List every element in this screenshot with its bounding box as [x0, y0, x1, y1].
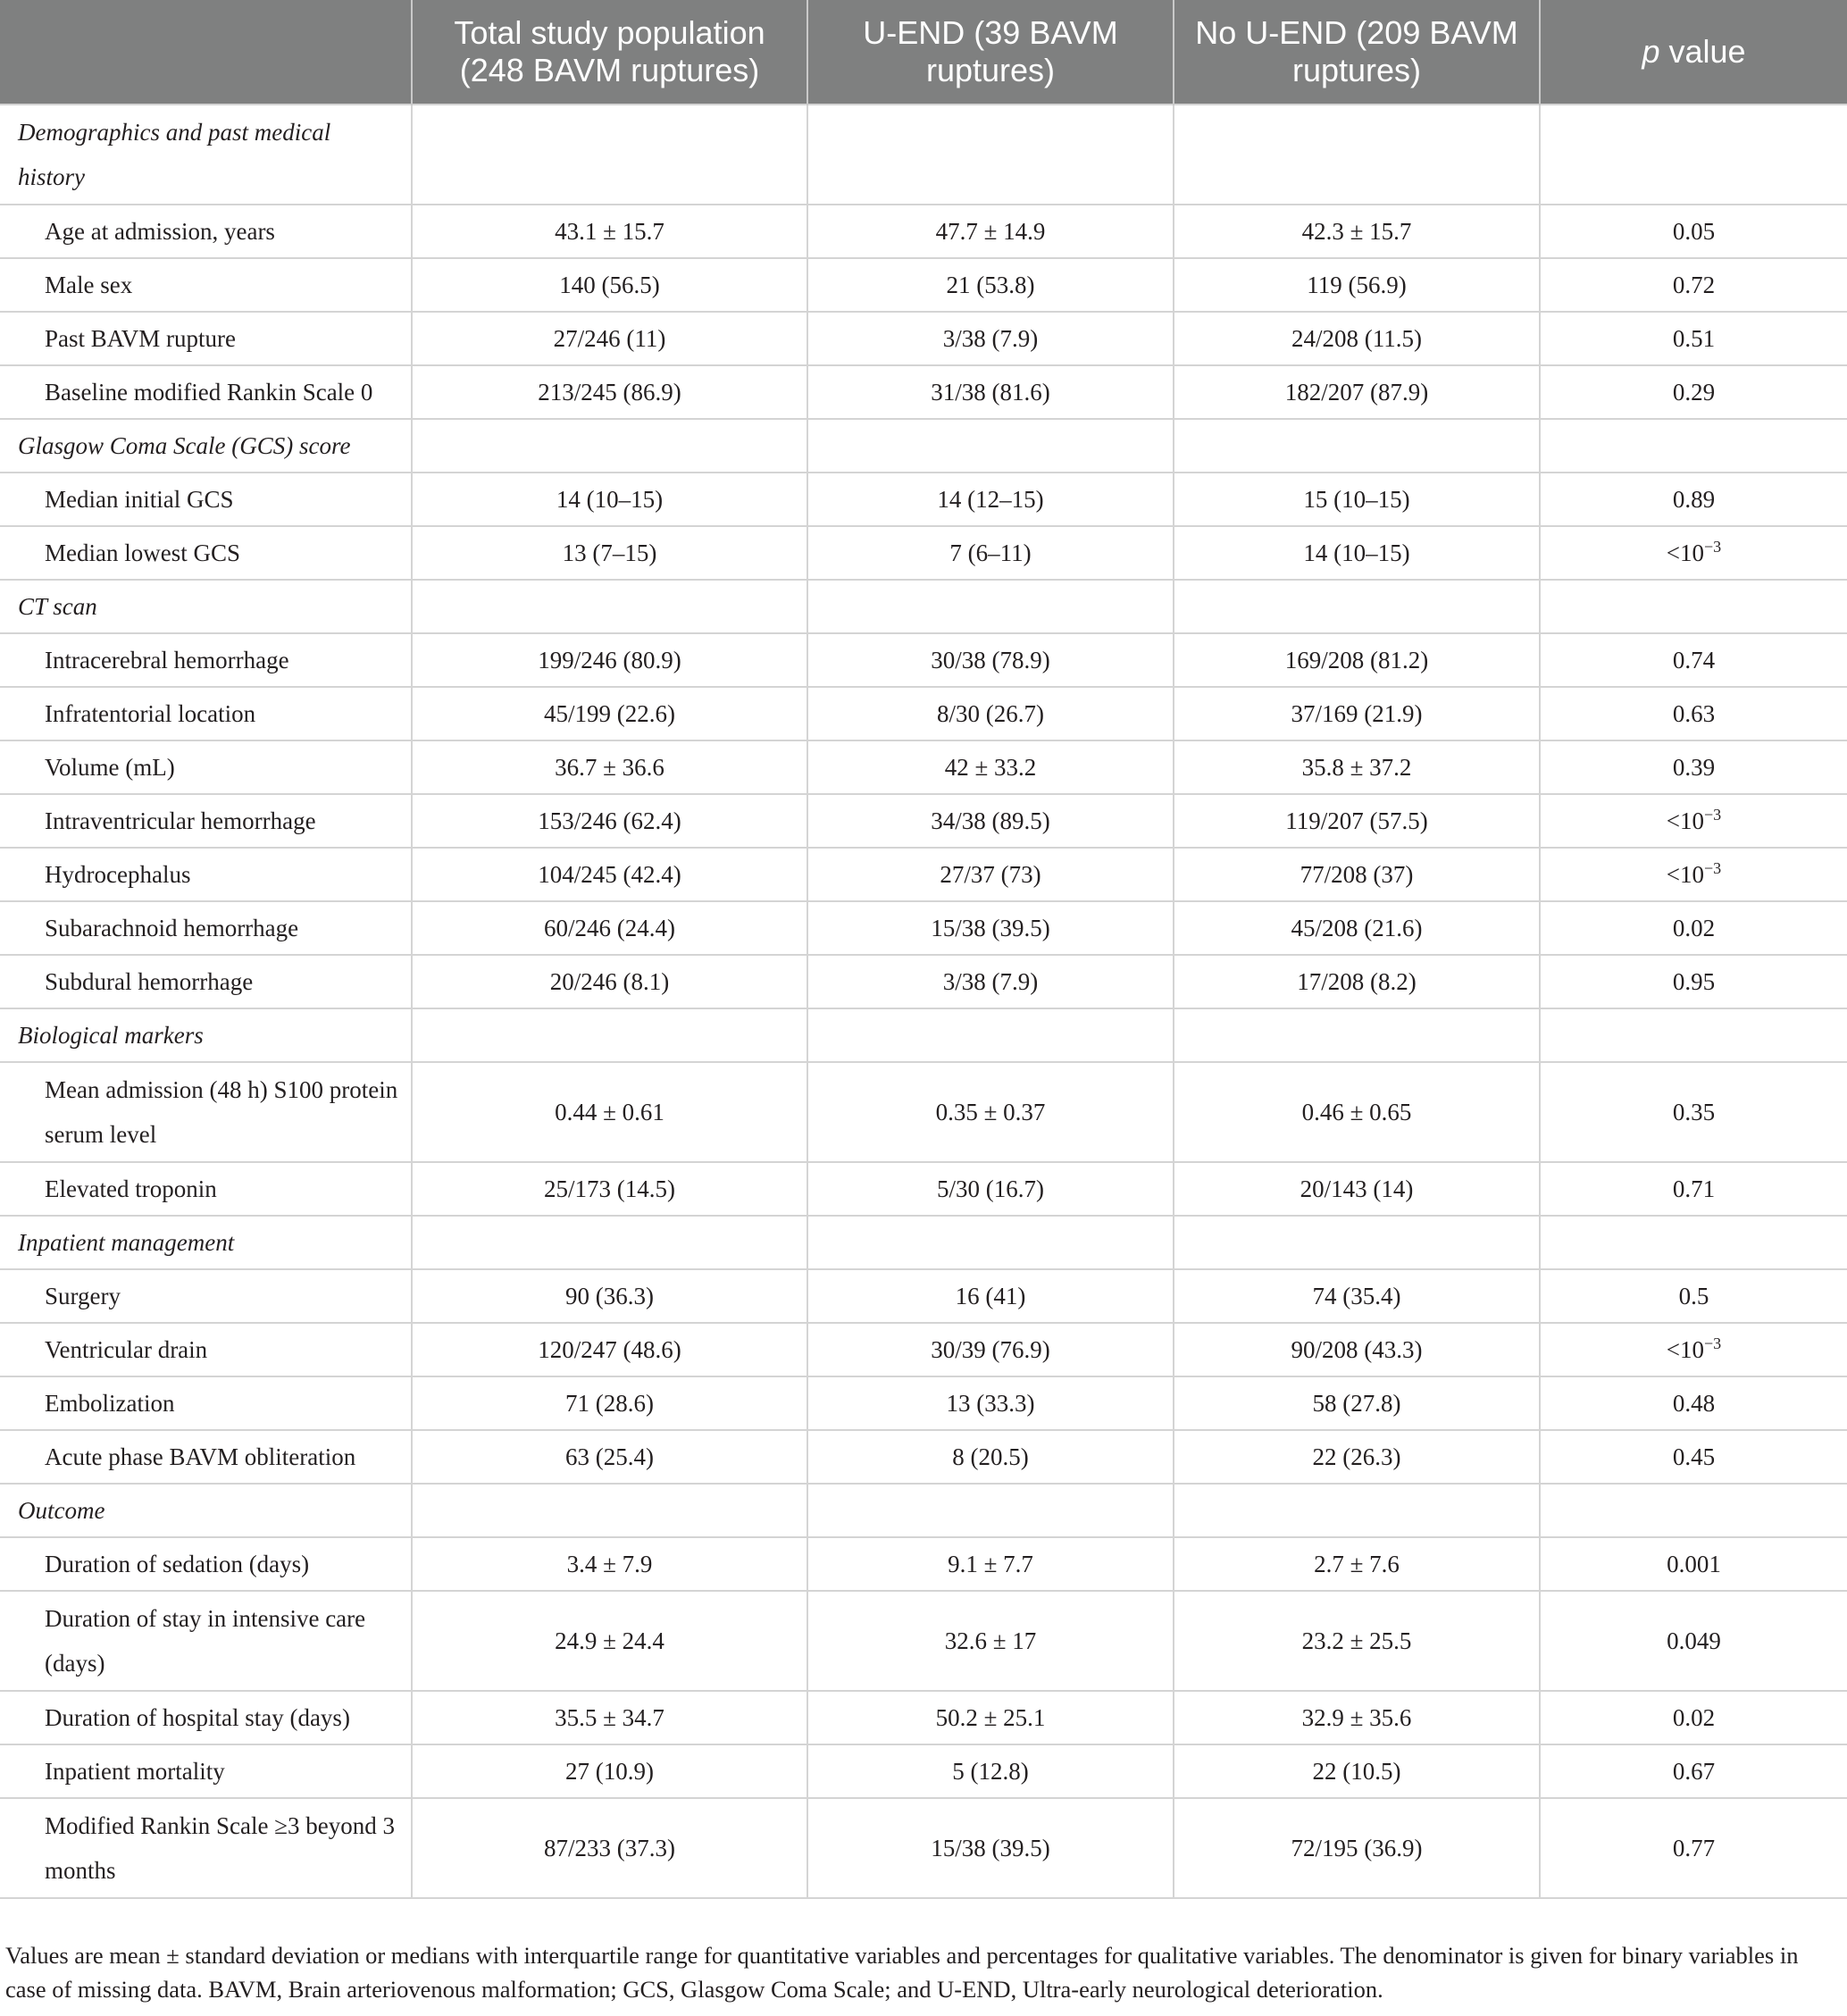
- u-end-cell: 3/38 (7.9): [807, 955, 1174, 1008]
- p-value-text: 0.02: [1672, 1704, 1716, 1731]
- p-value-text: <10: [1666, 861, 1705, 888]
- variable-cell: Duration of hospital stay (days): [0, 1691, 412, 1744]
- variable-cell: Baseline modified Rankin Scale 0: [0, 365, 412, 419]
- header-total-population: Total study population (248 BAVM ruptures): [412, 0, 807, 105]
- u-end-cell: 0.35 ± 0.37: [807, 1062, 1174, 1162]
- table-row: [0, 365, 1847, 419]
- no-u-end-cell: 24/208 (11.5): [1174, 312, 1540, 365]
- variable-cell: Embolization: [0, 1376, 412, 1430]
- p-value-text: 0.02: [1672, 915, 1716, 941]
- empty-cell: [1174, 1008, 1540, 1062]
- table-row: [0, 1062, 1847, 1162]
- no-u-end-cell: 37/169 (21.9): [1174, 687, 1540, 740]
- table-row: [0, 312, 1847, 365]
- variable-cell: Ventricular drain: [0, 1323, 412, 1376]
- no-u-end-cell: 58 (27.8): [1174, 1376, 1540, 1430]
- p-value-cell: [1540, 473, 1847, 526]
- table-row: [0, 1798, 1847, 1898]
- section-label: Inpatient management: [0, 1216, 412, 1269]
- header-no-u-end: No U-END (209 BAVM ruptures): [1174, 0, 1540, 105]
- p-value-cell: [1540, 1798, 1847, 1898]
- no-u-end-cell: 72/195 (36.9): [1174, 1798, 1540, 1898]
- p-value-text: 0.67: [1672, 1758, 1716, 1785]
- table-row: [0, 473, 1847, 526]
- empty-cell: [412, 1008, 807, 1062]
- variable-cell: Acute phase BAVM obliteration: [0, 1430, 412, 1484]
- variable-cell: Inpatient mortality: [0, 1744, 412, 1798]
- table-row: [0, 1591, 1847, 1691]
- variable-cell: Hydrocephalus: [0, 848, 412, 901]
- no-u-end-cell: 15 (10–15): [1174, 473, 1540, 526]
- variable-cell: Male sex: [0, 258, 412, 312]
- u-end-cell: 32.6 ± 17: [807, 1591, 1174, 1691]
- table-row: [0, 1744, 1847, 1798]
- section-label: Demographics and past medical history: [0, 105, 412, 205]
- variable-cell: Modified Rankin Scale ≥3 beyond 3 months: [0, 1798, 412, 1898]
- no-u-end-cell: 119/207 (57.5): [1174, 794, 1540, 848]
- p-value-text: 0.35: [1672, 1099, 1716, 1125]
- p-value-cell: [1540, 312, 1847, 365]
- p-value-exponent: −3: [1704, 1334, 1722, 1352]
- no-u-end-cell: 17/208 (8.2): [1174, 955, 1540, 1008]
- empty-cell: [1540, 419, 1847, 473]
- p-value-text: <10: [1666, 807, 1705, 834]
- section-header-row: [0, 1216, 1847, 1269]
- total-population-cell: 140 (56.5): [412, 258, 807, 312]
- variable-cell: Median initial GCS: [0, 473, 412, 526]
- p-value-text: 0.29: [1672, 379, 1716, 406]
- p-value-cell: [1540, 955, 1847, 1008]
- p-value-exponent: −3: [1704, 806, 1722, 824]
- total-population-cell: 36.7 ± 36.6: [412, 740, 807, 794]
- total-population-cell: 120/247 (48.6): [412, 1323, 807, 1376]
- p-value-cell: [1540, 365, 1847, 419]
- u-end-cell: 47.7 ± 14.9: [807, 205, 1174, 258]
- no-u-end-cell: 14 (10–15): [1174, 526, 1540, 580]
- p-value-text: 0.48: [1672, 1390, 1716, 1417]
- variable-cell: Intracerebral hemorrhage: [0, 633, 412, 687]
- p-value-text: 0.77: [1672, 1835, 1716, 1861]
- section-header-row: [0, 1484, 1847, 1537]
- p-value-text: 0.39: [1672, 754, 1716, 781]
- variable-cell: Duration of stay in intensive care (days): [0, 1591, 412, 1691]
- p-value-cell: [1540, 1269, 1847, 1323]
- p-value-text: 0.51: [1672, 325, 1716, 352]
- section-header-row: [0, 1008, 1847, 1062]
- p-value-text: 0.95: [1672, 968, 1716, 995]
- total-population-cell: 27 (10.9): [412, 1744, 807, 1798]
- total-population-cell: 87/233 (37.3): [412, 1798, 807, 1898]
- no-u-end-cell: 42.3 ± 15.7: [1174, 205, 1540, 258]
- u-end-cell: 3/38 (7.9): [807, 312, 1174, 365]
- no-u-end-cell: 77/208 (37): [1174, 848, 1540, 901]
- header-p-suffix: value: [1659, 33, 1746, 70]
- total-population-cell: 35.5 ± 34.7: [412, 1691, 807, 1744]
- p-value-cell: [1540, 1430, 1847, 1484]
- u-end-cell: 15/38 (39.5): [807, 1798, 1174, 1898]
- p-value-cell: [1540, 526, 1847, 580]
- p-value-cell: [1540, 205, 1847, 258]
- p-value-text: 0.049: [1667, 1627, 1721, 1654]
- p-value-text: 0.89: [1672, 486, 1716, 513]
- u-end-cell: 7 (6–11): [807, 526, 1174, 580]
- empty-cell: [1540, 105, 1847, 205]
- table-row: [0, 794, 1847, 848]
- variable-cell: Infratentorial location: [0, 687, 412, 740]
- total-population-cell: 20/246 (8.1): [412, 955, 807, 1008]
- p-value-text: 0.5: [1678, 1283, 1709, 1309]
- p-value-cell: [1540, 1323, 1847, 1376]
- u-end-cell: 50.2 ± 25.1: [807, 1691, 1174, 1744]
- total-population-cell: 3.4 ± 7.9: [412, 1537, 807, 1591]
- table-row: [0, 1430, 1847, 1484]
- u-end-cell: 8 (20.5): [807, 1430, 1174, 1484]
- variable-cell: Subdural hemorrhage: [0, 955, 412, 1008]
- empty-cell: [1540, 580, 1847, 633]
- variable-cell: Age at admission, years: [0, 205, 412, 258]
- empty-cell: [1540, 1216, 1847, 1269]
- variable-cell: Surgery: [0, 1269, 412, 1323]
- no-u-end-cell: 0.46 ± 0.65: [1174, 1062, 1540, 1162]
- u-end-cell: 13 (33.3): [807, 1376, 1174, 1430]
- empty-cell: [1174, 105, 1540, 205]
- section-header-row: [0, 105, 1847, 205]
- p-value-text: 0.74: [1672, 647, 1716, 673]
- p-value-text: 0.45: [1672, 1443, 1716, 1470]
- section-label: CT scan: [0, 580, 412, 633]
- p-value-cell: [1540, 1744, 1847, 1798]
- p-value-exponent: −3: [1704, 859, 1722, 877]
- empty-cell: [807, 105, 1174, 205]
- empty-cell: [412, 580, 807, 633]
- variable-cell: Past BAVM rupture: [0, 312, 412, 365]
- p-value-text: <10: [1666, 1336, 1705, 1363]
- section-label: Glasgow Coma Scale (GCS) score: [0, 419, 412, 473]
- u-end-cell: 16 (41): [807, 1269, 1174, 1323]
- no-u-end-cell: 32.9 ± 35.6: [1174, 1691, 1540, 1744]
- table-row: [0, 687, 1847, 740]
- total-population-cell: 0.44 ± 0.61: [412, 1062, 807, 1162]
- p-value-text: 0.63: [1672, 700, 1716, 727]
- table-row: [0, 1269, 1847, 1323]
- p-value-cell: [1540, 794, 1847, 848]
- p-value-cell: [1540, 740, 1847, 794]
- no-u-end-cell: 35.8 ± 37.2: [1174, 740, 1540, 794]
- table-footnote: Values are mean ± standard deviation or medians with interquartile range for quantitative variables and percentages for qualitative variables. The denominator is given for binary variables in case of missing data. BAVM, Brain arteriovenous malformation; GCS, Glasgow Coma Scale; and U-END, Ultra-early neurological deterioration.: [5, 1942, 1799, 2003]
- p-value-cell: [1540, 1062, 1847, 1162]
- total-population-cell: 71 (28.6): [412, 1376, 807, 1430]
- empty-cell: [1540, 1484, 1847, 1537]
- total-population-cell: 153/246 (62.4): [412, 794, 807, 848]
- p-value-cell: [1540, 687, 1847, 740]
- u-end-cell: 8/30 (26.7): [807, 687, 1174, 740]
- p-value-cell: [1540, 901, 1847, 955]
- empty-cell: [807, 419, 1174, 473]
- total-population-cell: 90 (36.3): [412, 1269, 807, 1323]
- empty-cell: [412, 1484, 807, 1537]
- p-value-cell: [1540, 1691, 1847, 1744]
- variable-cell: Elevated troponin: [0, 1162, 412, 1216]
- variable-cell: Intraventricular hemorrhage: [0, 794, 412, 848]
- total-population-cell: 63 (25.4): [412, 1430, 807, 1484]
- u-end-cell: 15/38 (39.5): [807, 901, 1174, 955]
- variable-cell: Duration of sedation (days): [0, 1537, 412, 1591]
- table-row: [0, 848, 1847, 901]
- p-value-text: 0.05: [1672, 218, 1716, 245]
- table-row: [0, 1537, 1847, 1591]
- no-u-end-cell: 90/208 (43.3): [1174, 1323, 1540, 1376]
- u-end-cell: 5 (12.8): [807, 1744, 1174, 1798]
- u-end-cell: 27/37 (73): [807, 848, 1174, 901]
- p-value-exponent: −3: [1704, 538, 1722, 556]
- no-u-end-cell: 20/143 (14): [1174, 1162, 1540, 1216]
- p-value-cell: [1540, 633, 1847, 687]
- table-row: [0, 205, 1847, 258]
- header-p-value: [1540, 0, 1847, 105]
- no-u-end-cell: 23.2 ± 25.5: [1174, 1591, 1540, 1691]
- p-value-text: 0.001: [1667, 1551, 1721, 1577]
- p-value-text: 0.72: [1672, 272, 1716, 298]
- total-population-cell: 24.9 ± 24.4: [412, 1591, 807, 1691]
- total-population-cell: 13 (7–15): [412, 526, 807, 580]
- p-value-cell: [1540, 1162, 1847, 1216]
- header-row: [0, 0, 1847, 105]
- empty-cell: [412, 1216, 807, 1269]
- u-end-cell: 30/38 (78.9): [807, 633, 1174, 687]
- no-u-end-cell: 45/208 (21.6): [1174, 901, 1540, 955]
- no-u-end-cell: 169/208 (81.2): [1174, 633, 1540, 687]
- p-value-cell: [1540, 1376, 1847, 1430]
- total-population-cell: 43.1 ± 15.7: [412, 205, 807, 258]
- total-population-cell: 104/245 (42.4): [412, 848, 807, 901]
- table-row: [0, 955, 1847, 1008]
- table-row: [0, 1323, 1847, 1376]
- u-end-cell: 34/38 (89.5): [807, 794, 1174, 848]
- p-value-text: 0.71: [1672, 1175, 1716, 1202]
- total-population-cell: 14 (10–15): [412, 473, 807, 526]
- variable-cell: Mean admission (48 h) S100 protein serum level: [0, 1062, 412, 1162]
- empty-cell: [1174, 419, 1540, 473]
- p-value-cell: [1540, 1537, 1847, 1591]
- variable-cell: Subarachnoid hemorrhage: [0, 901, 412, 955]
- p-value-cell: [1540, 848, 1847, 901]
- p-value-text: <10: [1666, 540, 1705, 566]
- header-p-letter: p: [1642, 33, 1660, 70]
- table-row: [0, 258, 1847, 312]
- table-row: [0, 526, 1847, 580]
- header-variable: [0, 0, 412, 105]
- no-u-end-cell: 2.7 ± 7.6: [1174, 1537, 1540, 1591]
- u-end-cell: 42 ± 33.2: [807, 740, 1174, 794]
- empty-cell: [1174, 1216, 1540, 1269]
- section-label: Biological markers: [0, 1008, 412, 1062]
- total-population-cell: 45/199 (22.6): [412, 687, 807, 740]
- total-population-cell: 25/173 (14.5): [412, 1162, 807, 1216]
- section-label: Outcome: [0, 1484, 412, 1537]
- section-header-row: [0, 580, 1847, 633]
- empty-cell: [807, 1484, 1174, 1537]
- total-population-cell: 60/246 (24.4): [412, 901, 807, 955]
- u-end-cell: 14 (12–15): [807, 473, 1174, 526]
- variable-cell: Median lowest GCS: [0, 526, 412, 580]
- table-row: [0, 1162, 1847, 1216]
- empty-cell: [1174, 1484, 1540, 1537]
- total-population-cell: 27/246 (11): [412, 312, 807, 365]
- u-end-cell: 21 (53.8): [807, 258, 1174, 312]
- no-u-end-cell: 182/207 (87.9): [1174, 365, 1540, 419]
- u-end-cell: 9.1 ± 7.7: [807, 1537, 1174, 1591]
- no-u-end-cell: 74 (35.4): [1174, 1269, 1540, 1323]
- total-population-cell: 213/245 (86.9): [412, 365, 807, 419]
- total-population-cell: 199/246 (80.9): [412, 633, 807, 687]
- table-row: [0, 901, 1847, 955]
- empty-cell: [412, 419, 807, 473]
- table-row: [0, 1376, 1847, 1430]
- table-row: [0, 740, 1847, 794]
- empty-cell: [807, 1216, 1174, 1269]
- table-row: [0, 1691, 1847, 1744]
- empty-cell: [807, 580, 1174, 633]
- no-u-end-cell: 22 (26.3): [1174, 1430, 1540, 1484]
- no-u-end-cell: 22 (10.5): [1174, 1744, 1540, 1798]
- header-u-end: U-END (39 BAVM ruptures): [807, 0, 1174, 105]
- empty-cell: [412, 105, 807, 205]
- section-header-row: [0, 419, 1847, 473]
- empty-cell: [1174, 580, 1540, 633]
- empty-cell: [807, 1008, 1174, 1062]
- u-end-cell: 31/38 (81.6): [807, 365, 1174, 419]
- no-u-end-cell: 119 (56.9): [1174, 258, 1540, 312]
- p-value-cell: [1540, 258, 1847, 312]
- u-end-cell: 5/30 (16.7): [807, 1162, 1174, 1216]
- empty-cell: [1540, 1008, 1847, 1062]
- p-value-cell: [1540, 1591, 1847, 1691]
- u-end-cell: 30/39 (76.9): [807, 1323, 1174, 1376]
- variable-cell: Volume (mL): [0, 740, 412, 794]
- table-row: [0, 633, 1847, 687]
